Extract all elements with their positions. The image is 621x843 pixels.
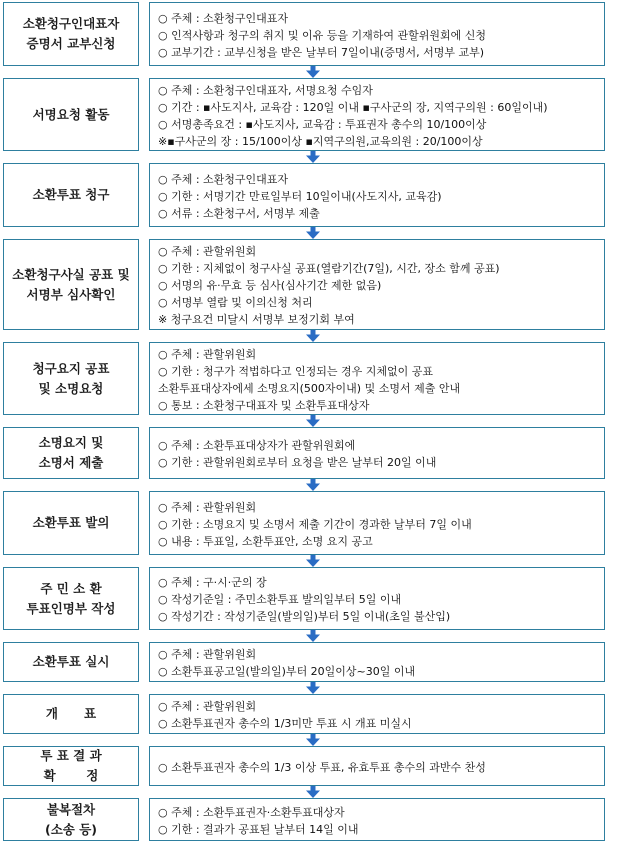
step-6-details bbox=[149, 427, 605, 479]
step-1 bbox=[0, 2, 621, 66]
detail-line: ※▪구사군의 장 : 15/100이상 ▪지역구의원,교육의원 : 20/100이상 bbox=[158, 134, 483, 148]
detail-line: ※ 청구요건 미달시 서명부 보정기회 부여 bbox=[158, 313, 355, 326]
detail-line: ○ 주체 : 소환청구인대표자, 서명요청 수임자 bbox=[158, 83, 373, 97]
detail-line: ○ 기한 : 관할위원회로부터 요청을 받은 날부터 20일 이내 bbox=[158, 456, 437, 469]
step-12-details bbox=[149, 798, 605, 841]
down-arrow-icon bbox=[306, 479, 320, 491]
step-9-details bbox=[149, 642, 605, 682]
step-5 bbox=[0, 342, 621, 415]
down-arrow-icon bbox=[306, 734, 320, 746]
step-9-title: 소환투표 실시 bbox=[3, 642, 139, 682]
detail-line: ○ 작성기간 : 작성기준일(발의일)부터 5일 이내(초일 불산입) bbox=[158, 610, 451, 623]
step-9 bbox=[0, 642, 621, 682]
step-11-title: 투 표 결 과 확 정 bbox=[3, 746, 139, 786]
down-arrow-icon bbox=[306, 66, 320, 78]
step-12 bbox=[0, 798, 621, 841]
step-1-title: 소환청구인대표자 증명서 교부신청 bbox=[3, 2, 139, 66]
step-11-details bbox=[149, 746, 605, 786]
detail-line: ○ 통보 : 소환청구대표자 및 소환투표대상자 bbox=[158, 398, 370, 412]
step-5-title: 청구요지 공표 및 소명요청 bbox=[3, 342, 139, 415]
detail-line: ○ 기한 : 지체없이 청구사실 공표(열람기간(7일), 시간, 장소 함께 공표) bbox=[158, 262, 500, 275]
step-2-details bbox=[149, 78, 605, 151]
step-6-title: 소명요지 및 소명서 제출 bbox=[3, 427, 139, 479]
detail-line: ○ 주체 : 구·시·군의 장 bbox=[158, 576, 267, 589]
step-3 bbox=[0, 163, 621, 227]
detail-line: ○ 기한 : 서명기간 만료일부터 10일이내(사도지사, 교육감) bbox=[158, 189, 442, 203]
step-4-title: 소환청구사실 공표 및 서명부 심사확인 bbox=[3, 239, 139, 330]
detail-line: ○ 내용 : 투표일, 소환투표안, 소명 요지 공고 bbox=[158, 534, 373, 548]
detail-line: ○ 서명총족요건 : ▪사도지사, 교육감 : 투표권자 총수의 10/100이상 bbox=[158, 117, 487, 131]
detail-line: ○ 주체 : 관할위원회 bbox=[158, 500, 257, 514]
detail-line: ○ 주체 : 관할위원회 bbox=[158, 700, 257, 713]
down-arrow-icon bbox=[306, 555, 320, 567]
detail-line: ○ 소환투표권자 총수의 1/3미만 투표 시 개표 미실시 bbox=[158, 717, 412, 730]
step-3-title: 소환투표 청구 bbox=[3, 163, 139, 227]
step-7-title: 소환투표 발의 bbox=[3, 491, 139, 555]
step-3-details bbox=[149, 163, 605, 227]
down-arrow-icon bbox=[306, 227, 320, 239]
detail-line: ○ 서명의 유·무효 등 심사(심사기간 제한 없음) bbox=[158, 279, 382, 292]
step-6 bbox=[0, 427, 621, 479]
step-4-details bbox=[149, 239, 605, 330]
detail-line: ○ 작성기준일 : 주민소환투표 발의일부터 5일 이내 bbox=[158, 593, 402, 606]
down-arrow-icon bbox=[306, 682, 320, 694]
step-7-details bbox=[149, 491, 605, 555]
detail-line: ○ 기한 : 소명요지 및 소명서 제출 기간이 경과한 날부터 7일 이내 bbox=[158, 517, 472, 531]
step-10-details bbox=[149, 694, 605, 734]
detail-line: ○ 주체 : 소환투표권자·소환투표대상자 bbox=[158, 805, 345, 819]
detail-line: ○ 소환투표공고일(발의일)부터 20일이상~30일 이내 bbox=[158, 665, 416, 678]
detail-line: ○ 주체 : 소환투표대상자가 관할위원회에 bbox=[158, 439, 356, 452]
step-12-title: 불복절차 (소송 등) bbox=[3, 798, 139, 841]
down-arrow-icon bbox=[306, 630, 320, 642]
step-11 bbox=[0, 746, 621, 786]
detail-line: ○ 주체 : 관할위원회 bbox=[158, 347, 257, 361]
down-arrow-icon bbox=[306, 151, 320, 163]
detail-line: 소환투표대상자에세 소명요지(500자이내) 및 소명서 제출 안내 bbox=[158, 381, 461, 395]
step-5-details bbox=[149, 342, 605, 415]
detail-line: ○ 서류 : 소환청구서, 서명부 제출 bbox=[158, 206, 320, 220]
detail-line: ○ 기한 : 결과가 공표된 날부터 14일 이내 bbox=[158, 822, 359, 836]
step-8 bbox=[0, 567, 621, 630]
detail-line: ○ 주체 : 관할위원회 bbox=[158, 648, 257, 661]
detail-line: ○ 주체 : 소환청구인대표자 bbox=[158, 11, 289, 25]
step-10 bbox=[0, 694, 621, 734]
step-10-title: 개 표 bbox=[3, 694, 139, 734]
detail-line: ○ 소환투표권자 총수의 1/3 이상 투표, 유효투표 총수의 과반수 찬성 bbox=[158, 760, 486, 774]
detail-line: ○ 주체 : 관할위원회 bbox=[158, 245, 257, 258]
detail-line: ○ 서명부 열람 및 이의신청 처리 bbox=[158, 296, 313, 309]
step-8-title: 주 민 소 환 투표인명부 작성 bbox=[3, 567, 139, 630]
detail-line: ○ 기간 : ▪사도지사, 교육감 : 120일 이내 ▪구사군의 장, 지역구의원 : 60일이내) bbox=[158, 100, 548, 114]
detail-line: ○ 교부기간 : 교부신청을 받은 날부터 7일이내(증명서, 서명부 교부) bbox=[158, 45, 485, 59]
down-arrow-icon bbox=[306, 415, 320, 427]
step-2-title: 서명요청 활동 bbox=[3, 78, 139, 151]
step-2 bbox=[0, 78, 621, 151]
detail-line: ○ 기한 : 청구가 적법하다고 인정되는 경우 지체없이 공표 bbox=[158, 364, 434, 378]
down-arrow-icon bbox=[306, 786, 320, 798]
step-1-details bbox=[149, 2, 605, 66]
detail-line: ○ 인적사항과 청구의 취지 및 이유 등을 기재하여 관할위원회에 신청 bbox=[158, 28, 486, 42]
detail-line: ○ 주체 : 소환청구인대표자 bbox=[158, 172, 289, 186]
step-7 bbox=[0, 491, 621, 555]
down-arrow-icon bbox=[306, 330, 320, 342]
step-4 bbox=[0, 239, 621, 330]
step-8-details bbox=[149, 567, 605, 630]
